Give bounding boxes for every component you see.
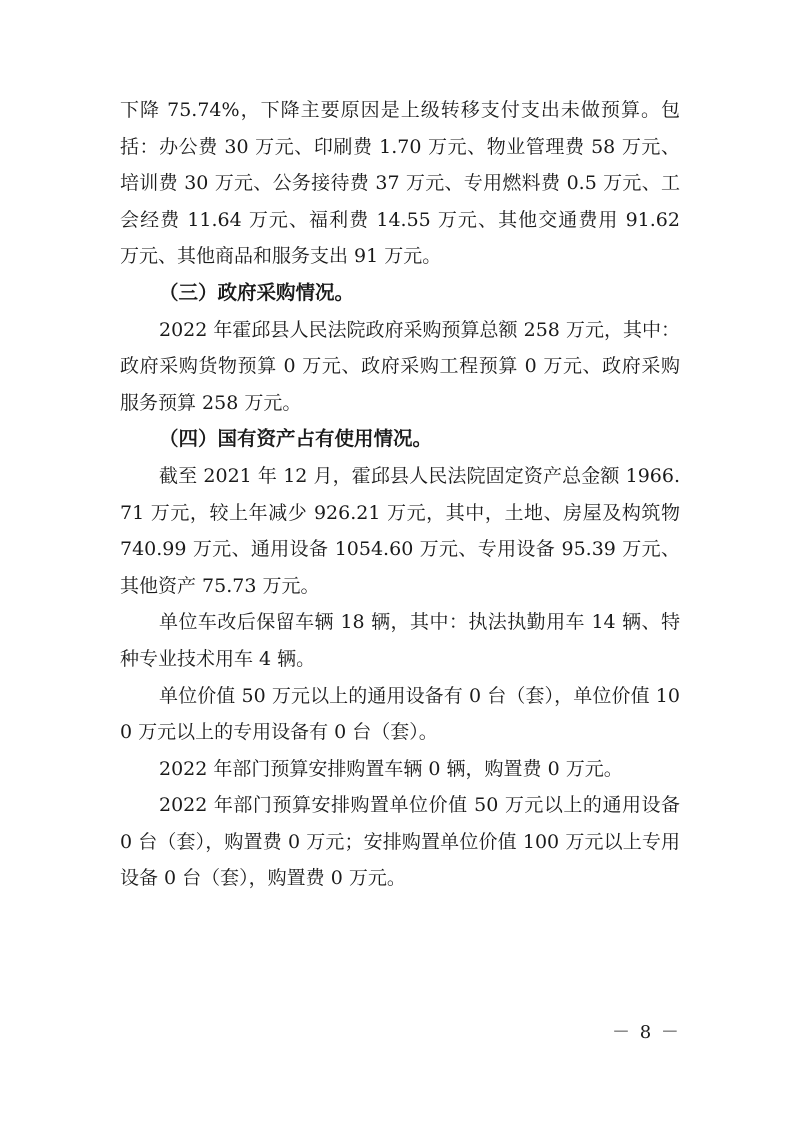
heading-state-assets: （四）国有资产占有使用情况。 bbox=[159, 427, 433, 451]
paragraph-procurement-budget: 2022 年霍邱县人民法院政府采购预算总额 258 万元，其中：政府采购货物预算 0 万元、政府采购工程预算 0 万元、政府采购服务预算 258 万元。 bbox=[120, 318, 680, 414]
paragraph-vehicles: 单位车改后保留车辆 18 辆，其中：执法执勤用车 14 辆、特种专业技术用车 4 辆。 bbox=[120, 611, 680, 670]
paragraph-vehicle-purchase: 2022 年部门预算安排购置车辆 0 辆，购置费 0 万元。 bbox=[159, 757, 623, 780]
document-body bbox=[120, 92, 680, 897]
paragraph-equipment-purchase: 2022 年部门预算安排购置单位价值 50 万元以上的通用设备 0 台（套），购置费 0 万元；安排购置单位价值 100 万元以上专用设备 0 台（套），购置费 0 万元。 bbox=[120, 794, 680, 890]
paragraph-equipment-count: 单位价值 50 万元以上的通用设备有 0 台（套），单位价值 100 万元以上的专用设备有 0 台（套）。 bbox=[120, 684, 680, 744]
page-number: － 8 － bbox=[612, 1022, 681, 1043]
heading-government-procurement: （三）政府采购情况。 bbox=[159, 280, 355, 304]
paragraph-fixed-assets: 截至 2021 年 12 月，霍邱县人民法院固定资产总金额 1966.71 万元，较上年减少 926.21 万元，其中，土地、房屋及构筑物 740.99 万元、通用设备 1054.60 万元、专用设备 95.39 万元、其他资产 75.73 万元。 bbox=[120, 464, 680, 597]
paragraph-expenses-detail: 下降 75.74%，下降主要原因是上级转移支付支出未做预算。包括：办公费 30 万元、印刷费 1.70 万元、物业管理费 58 万元、培训费 30 万元、公务接待费 37 万元、专用燃料费 0.5 万元、工会经费 11.64 万元、福利费 14.55 万元、其他交通费用 91.62 万元、其他商品和服务支出 91 万元。 bbox=[120, 99, 680, 268]
